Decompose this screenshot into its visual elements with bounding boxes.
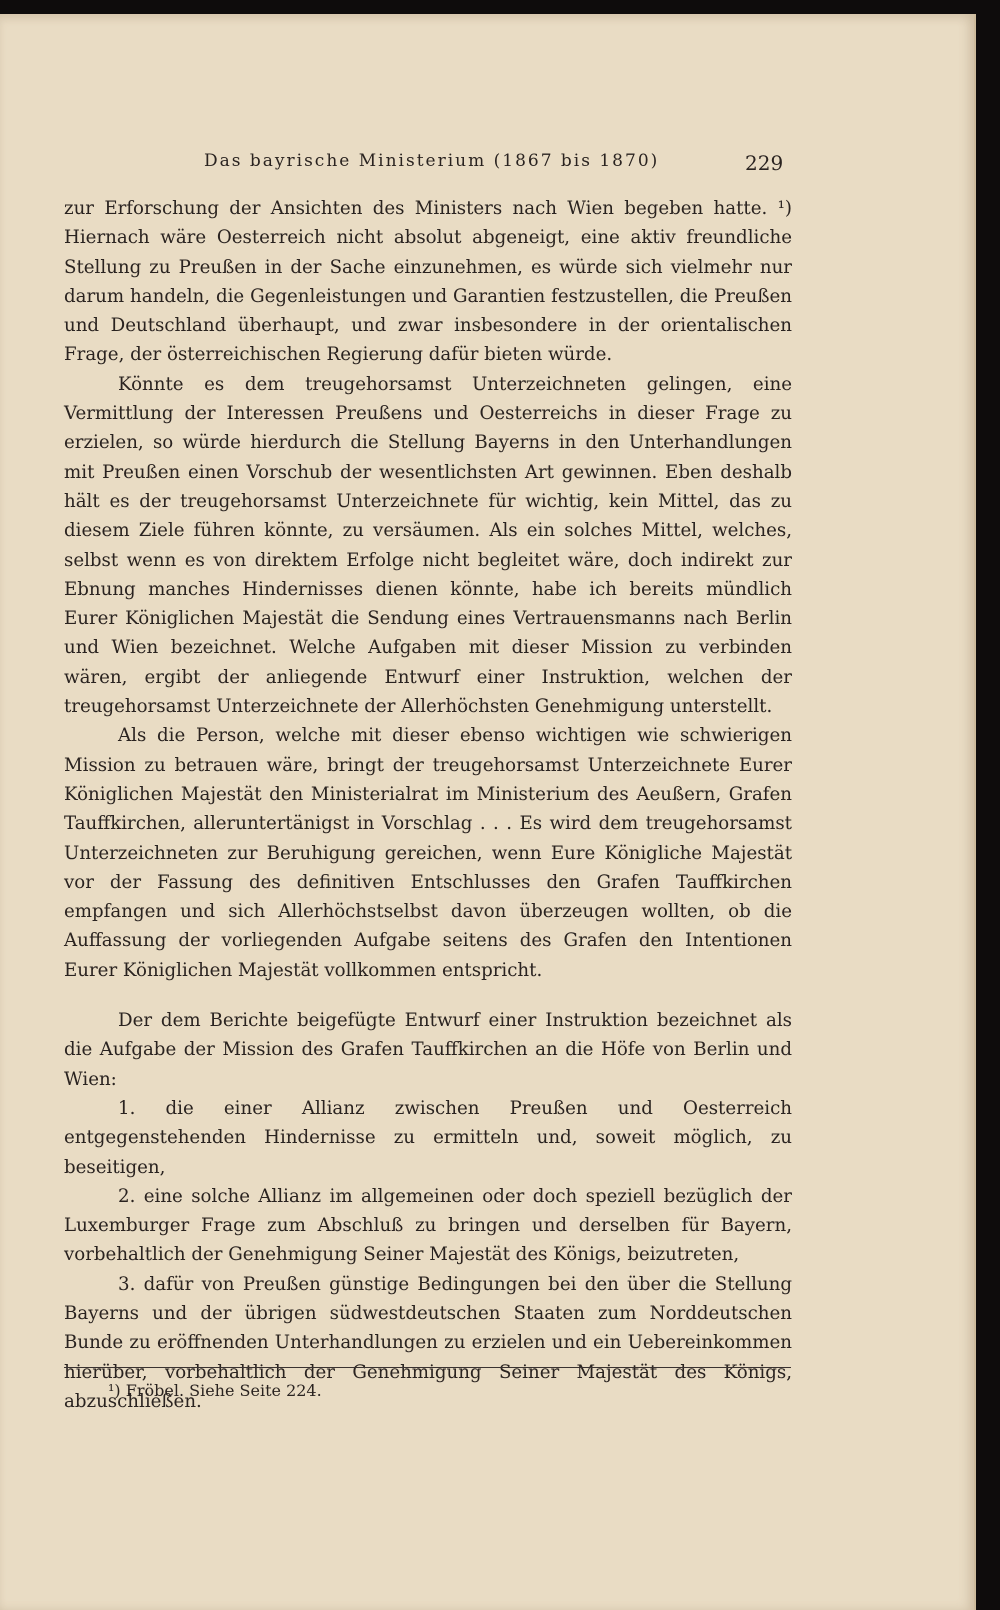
paragraph: Der dem Berichte beigefügte Entwurf einer Instruktion bezeichnet als die Aufgabe der Mission des Grafen Tauffkirchen an die Höfe von Berlin und Wien: <box>64 1010 792 1090</box>
paragraph: Als die Person, welche mit dieser ebenso wichtigen wie schwierigen Mission zu betrauen wäre, bringt der treugehorsamst Unterzeichnete Eurer Königlichen Majestät den Ministerialrat im Ministerium des Aeußern, Grafen Tauffkirchen, alleruntertänigst in Vorschlag . . . Es wird dem treugehorsamst Unterzeichneten zur Beruhigung gereichen, wenn Eure Königliche Majestät vor der Fassung des definitiven Entschlusses den Grafen Tauffkirchen empfangen und sich Allerhöchstselbst davon überzeugen wollten, ob die Auffassung der vorliegenden Aufgabe seitens des Grafen den Intentionen Eurer Königlichen Majestät vollkommen entspricht. <box>64 725 792 981</box>
paragraph-continuation: zur Erforschung der Ansichten des Ministers nach Wien begeben hatte. ¹) Hiernach wäre Oesterreich nicht absolut abgeneigt, eine aktiv freundliche Stellung zu Preußen in der Sache einzunehmen, es würde sich vielmehr nur darum handeln, die Gegenleistungen und Garantien festzustellen, die Preußen und Deutschland überhaupt, und zwar insbesondere in der orientalischen Frage, der österreichischen Regierung dafür bieten würde. <box>64 198 792 366</box>
paragraph: Könnte es dem treugehorsamst Unterzeichneten gelingen, eine Vermittlung der Interessen Preußens und Oesterreichs in dieser Frage zu erzielen, so würde hierdurch die Stellung Bayerns in den Unterhandlungen mit Preußen einen Vorschub der wesentlichsten Art gewinnen. Eben deshalb hält es der treugehorsamst Unterzeichnete für wichtig, kein Mittel, das zu diesem Ziele führen könnte, zu versäumen. Als ein solches Mittel, welches, selbst wenn es von direktem Erfolge nicht begleitet wäre, doch indirekt zur Ebnung manches Hindernisses dienen könnte, habe ich bereits mündlich Eurer Königlichen Majestät die Sendung eines Vertrauensmanns nach Berlin und Wien bezeichnet. Welche Aufgaben mit dieser Mission zu verbinden wären, ergibt der anliegende Entwurf einer Instruktion, welchen der treugehorsamst Unterzeichnete der Allerhöchsten Genehmigung unterstellt. <box>64 373 792 718</box>
main-text <box>64 194 792 1416</box>
list-item: 3. dafür von Preußen günstige Bedingungen bei den über die Stellung Bayerns und der übrigen südwestdeutschen Staaten zum Norddeutschen Bunde zu eröffnenden Unterhandlungen zu erzielen und ein Uebereinkommen hierüber, vorbehaltlich der Genehmigung Seiner Majestät des Königs, abzuschließen. <box>64 1273 792 1412</box>
list-item: 1. die einer Allianz zwischen Preußen und Oesterreich entgegenstehenden Hindernisse zu ermitteln und, soweit möglich, zu beseitigen, <box>64 1097 792 1178</box>
section-gap <box>64 985 792 1006</box>
running-title: Das bayrische Ministerium (1867 bis 1870) <box>204 151 660 171</box>
list-item: 2. eine solche Allianz im allgemeinen oder doch speziell bezüglich der Luxemburger Frage zum Abschluß zu bringen und derselben für Bayern, vorbehaltlich der Genehmigung Seiner Majestät des Königs, beizutreten, <box>64 1185 792 1266</box>
footnote-rule <box>64 1367 791 1368</box>
page-number: 229 <box>745 151 784 175</box>
footnote: ¹) Fröbel. Siehe Seite 224. <box>108 1381 322 1400</box>
